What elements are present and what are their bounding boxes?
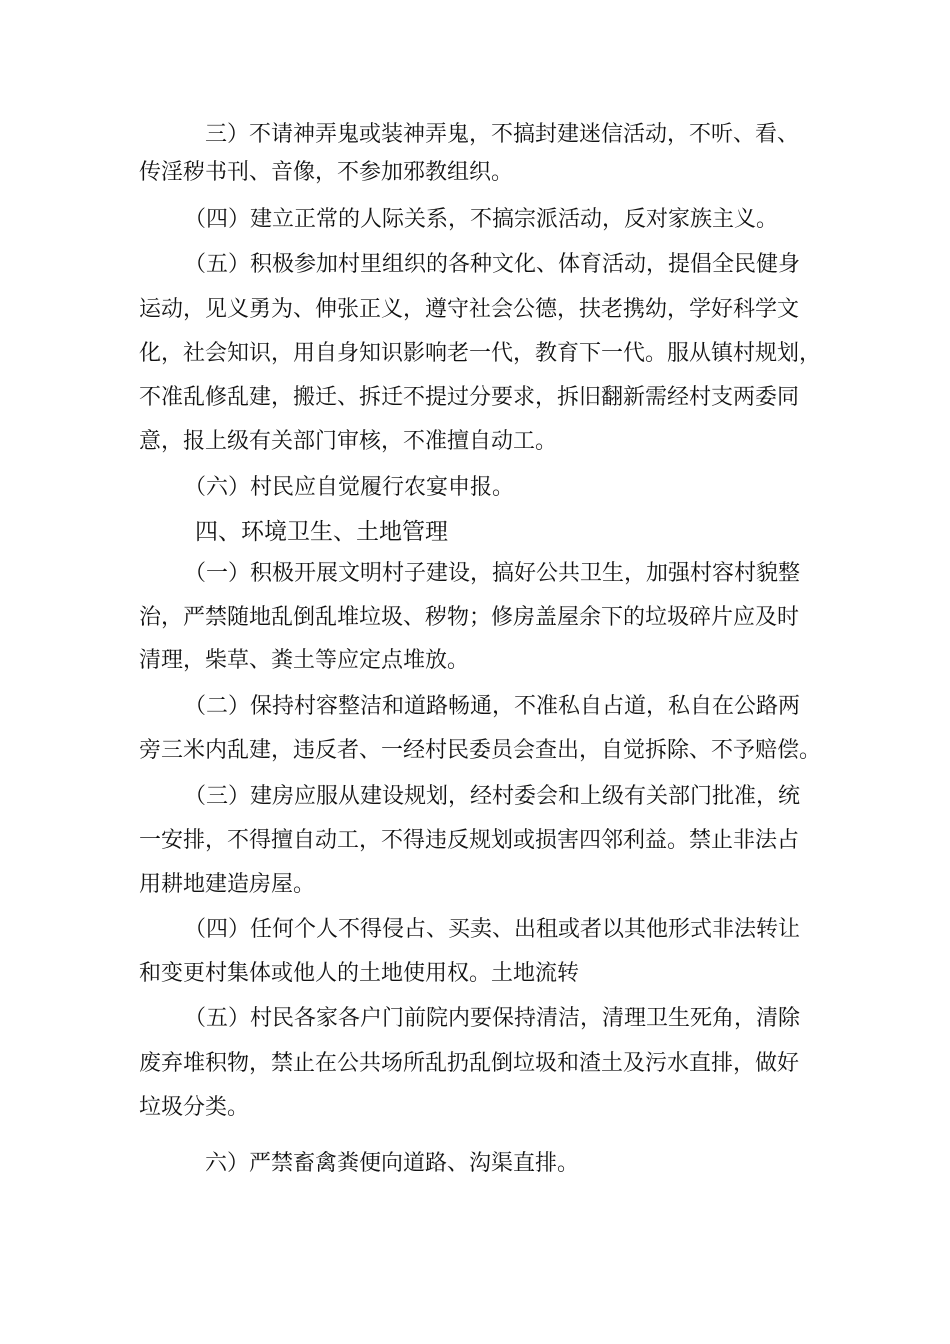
paragraph-line: 废弃堆积物，禁止在公共场所乱扔乱倒垃圾和渣土及污水直排，做好: [139, 1051, 800, 1076]
paragraph-line: 旁三米内乱建，违反者、一经村民委员会查出，自觉拆除、不予赔偿。: [139, 738, 822, 763]
paragraph-line: 用耕地建造房屋。: [139, 872, 316, 897]
paragraph-line: 一安排，不得擅自动工，不得违反规划或损害四邻利益。禁止非法占: [139, 828, 800, 853]
paragraph-line: 传淫秽书刊、音像，不参加邪教组织。: [139, 160, 514, 185]
paragraph-line: 化，社会知识，用自身知识影响老一代，教育下一代。服从镇村规划，: [139, 341, 822, 366]
paragraph-line: 意，报上级有关部门审核，不准擅自动工。: [139, 429, 558, 454]
paragraph-line: 三）不请神弄鬼或装神弄鬼，不搞封建迷信活动，不听、看、: [205, 122, 800, 147]
paragraph-line: （五）积极参加村里组织的各种文化、体育活动，提倡全民健身: [184, 252, 801, 277]
paragraph-line: （一）积极开展文明村子建设，搞好公共卫生，加强村容村貌整: [184, 561, 801, 586]
paragraph-line: （三）建房应服从建设规划，经村委会和上级有关部门批准，统: [184, 784, 801, 809]
paragraph-line: 不准乱修乱建，搬迁、拆迁不提过分要求，拆旧翻新需经村支两委同: [139, 385, 800, 410]
paragraph-line: 清理，柴草、粪土等应定点堆放。: [139, 648, 470, 673]
paragraph-line: 运动，见义勇为、伸张正义，遵守社会公德，扶老携幼，学好科学文: [139, 297, 800, 322]
paragraph-line: 治，严禁随地乱倒乱堆垃圾、秽物；修房盖屋余下的垃圾碎片应及时: [139, 605, 800, 630]
paragraph-line: 和变更村集体或他人的土地使用权。土地流转: [139, 961, 580, 986]
paragraph-line: （五）村民各家各户门前院内要保持清洁，清理卫生死角，清除: [184, 1006, 801, 1031]
section-heading: 四、环境卫生、土地管理: [195, 519, 448, 545]
paragraph-line: （二）保持村容整洁和道路畅通，不准私自占道，私自在公路两: [184, 694, 801, 719]
paragraph-line: 垃圾分类。: [139, 1095, 250, 1120]
paragraph-line: （六）村民应自觉履行农宴申报。: [184, 475, 515, 500]
paragraph-line: （四）任何个人不得侵占、买卖、出租或者以其他形式非法转让: [184, 917, 801, 942]
paragraph-line: 六）严禁畜禽粪便向道路、沟渠直排。: [205, 1151, 580, 1176]
paragraph-line: （四）建立正常的人际关系，不搞宗派活动，反对家族主义。: [184, 207, 779, 232]
